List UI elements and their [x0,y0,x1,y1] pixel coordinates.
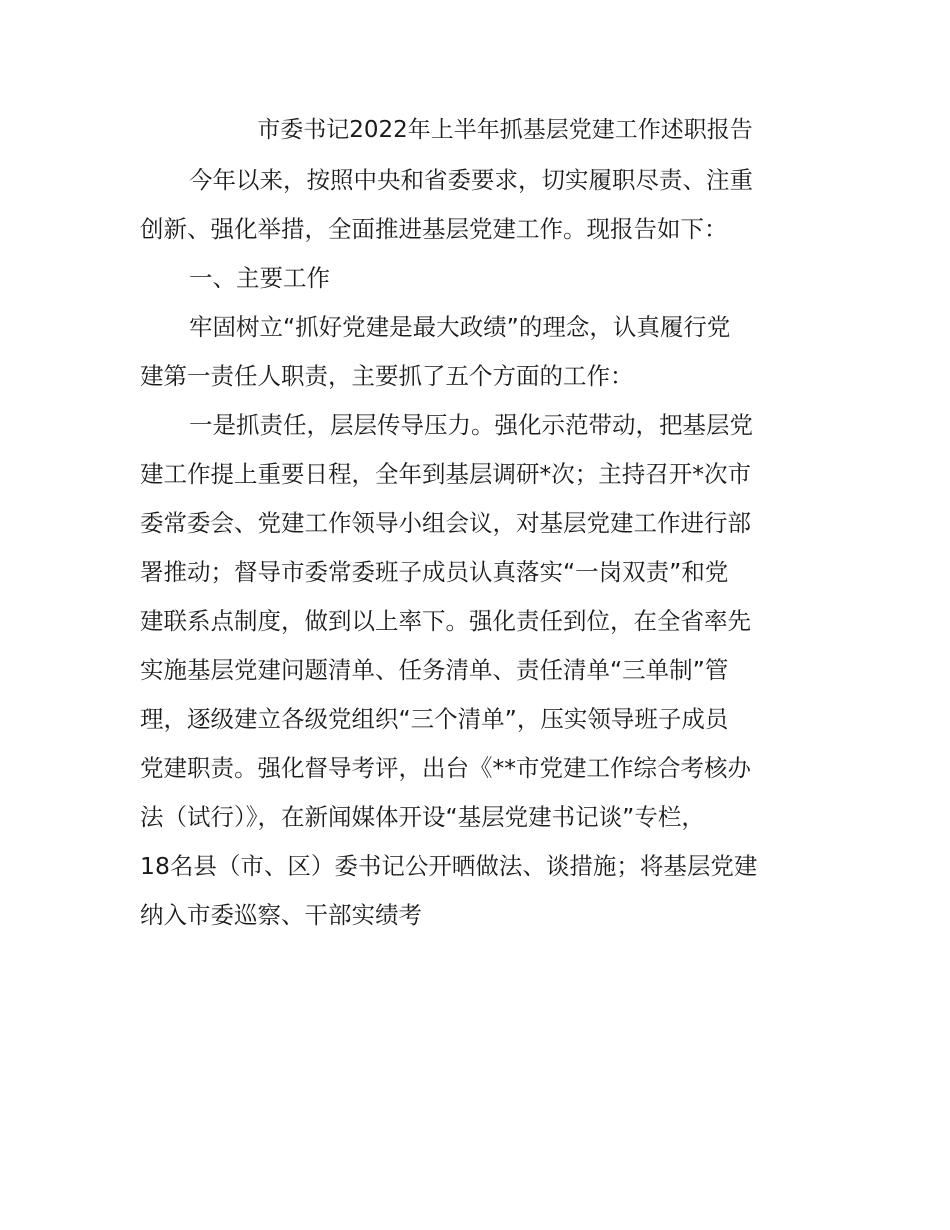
paragraph-line: 创新、强化举措，全面推进基层党建工作。现报告如下： [140,215,728,243]
paragraph-line: 委常委会、党建工作领导小组会议，对基层党建工作进行部 [140,509,751,537]
paragraph-line: 法（试行）》，在新闻媒体开设“基层党建书记谈”专栏， [140,803,705,831]
paragraph-line: 实施基层党建问题清单、任务清单、责任清单“三单制”管 [140,656,729,684]
paragraph-line: 一是抓责任，层层传导压力。强化示范带动，把基层党 [189,411,753,439]
paragraph-line: 建联系点制度，做到以上率下。强化责任到位，在全省率先 [140,607,751,635]
paragraph-line: 署推动；督导市委常委班子成员认真落实“一岗双责”和党 [140,558,729,586]
section-heading: 一、主要工作 [189,264,330,292]
paragraph-line: 牢固树立“抓好党建是最大政绩”的理念，认真履行党 [189,313,731,341]
paragraph-line: 建第一责任人职责，主要抓了五个方面的工作： [140,362,634,390]
paragraph-line: 纳入市委巡察、干部实绩考 [140,901,422,929]
document-title: 市委书记2022年上半年抓基层党建工作述职报告 [257,117,753,143]
paragraph-line: 18名县（市、区）委书记公开晒做法、谈措施；将基层党建 [140,852,758,880]
paragraph-line: 理，逐级建立各级党组织“三个清单”，压实领导班子成员 [140,705,729,733]
paragraph-line: 今年以来，按照中央和省委要求，切实履职尽责、注重 [189,166,753,194]
paragraph-line: 党建职责。强化督导考评，出台《**市党建工作综合考核办 [140,754,751,782]
paragraph-line: 建工作提上重要日程，全年到基层调研*次；主持召开*次市 [140,460,751,488]
